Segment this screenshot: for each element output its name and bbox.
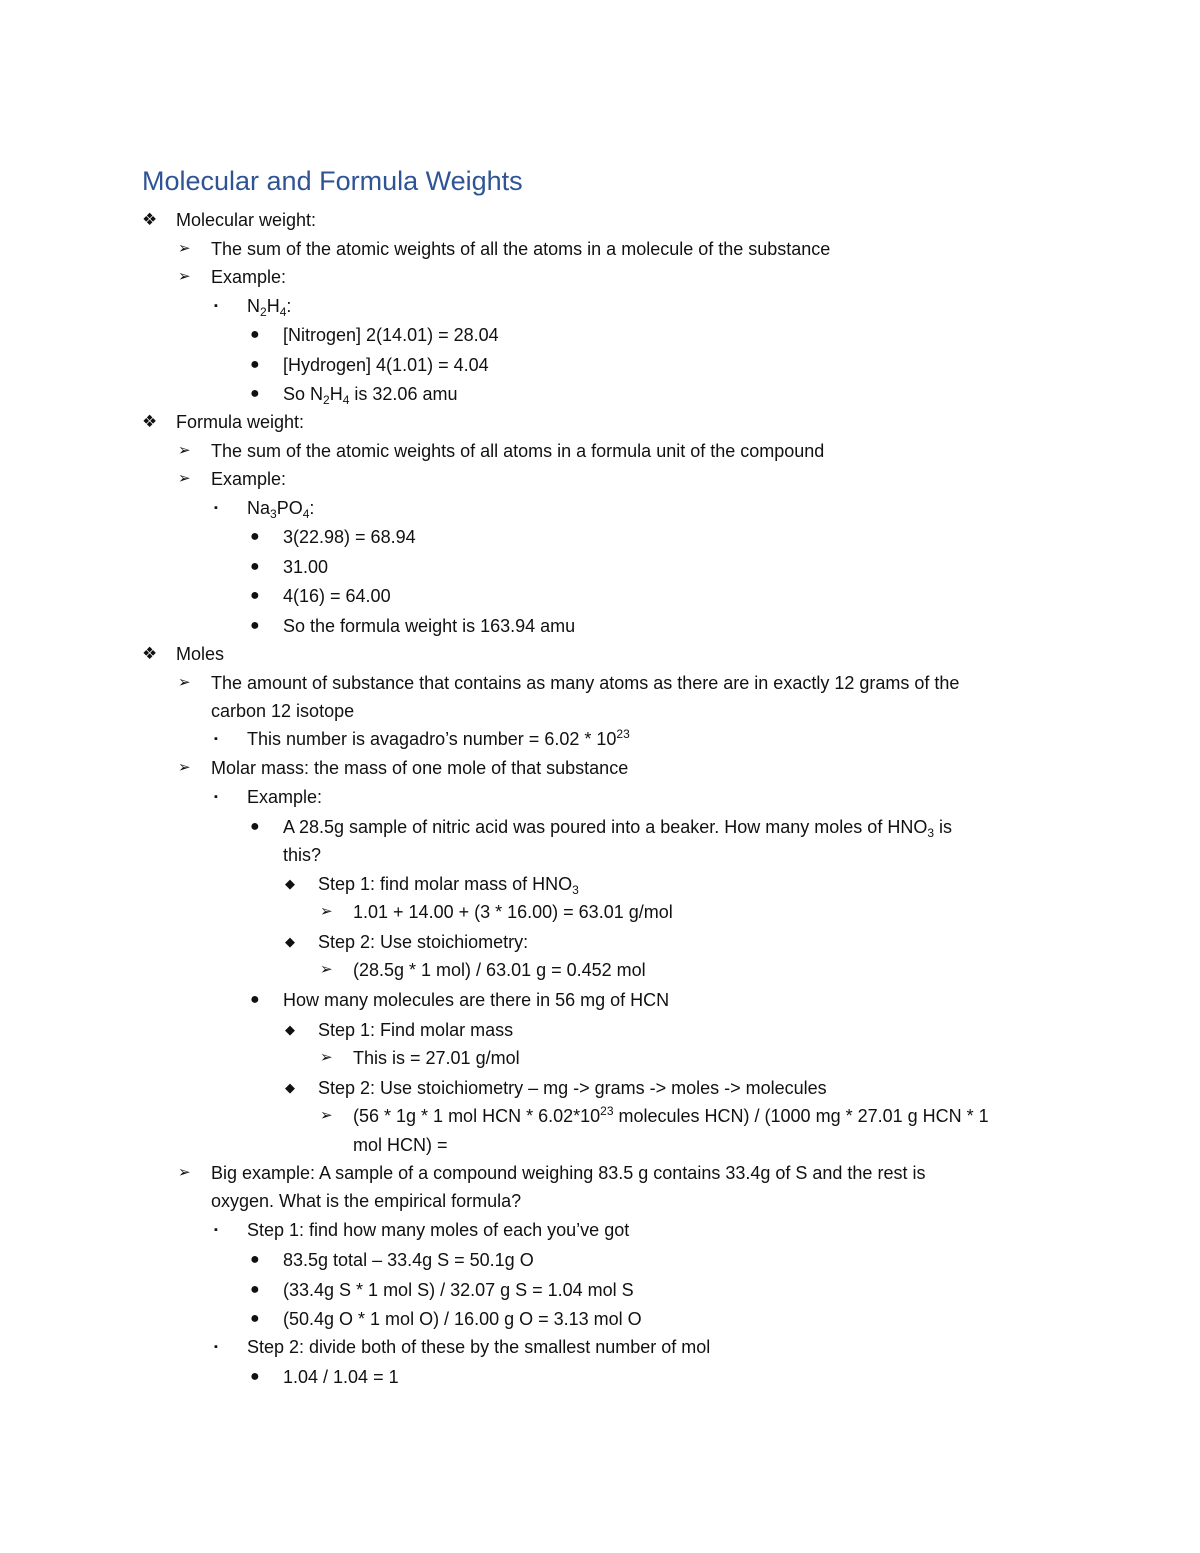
mole-definition-line-1: The amount of substance that contains as many atoms as there are in exactly 12 grams of the <box>211 673 960 693</box>
big-example-line-1: Big example: A sample of a compound weighing 83.5 g contains 33.4g of S and the rest is <box>211 1163 926 1183</box>
round-bullet-icon: ● <box>250 385 260 402</box>
arrow-bullet-icon: ➢ <box>320 903 333 920</box>
phosphorus-calc: 31.00 <box>283 557 329 577</box>
sodium-calc: 3(22.98) = 68.94 <box>283 527 416 547</box>
n2h4-formula: $N_2H_4$: <box>247 296 292 319</box>
diamond-small-bullet-icon: ◆ <box>285 934 295 949</box>
nitric-step-1: Step 1: find molar mass of $HNO_3$ <box>318 874 579 897</box>
big-example-step-1-b: (33.4g S * 1 mol S) / 32.07 g S = 1.04 mol S <box>283 1280 634 1300</box>
nitric-step-1-calc: 1.01 + 14.00 + (3 * 16.00) = 63.01 g/mol <box>353 902 673 922</box>
round-bullet-icon: ● <box>250 1281 260 1298</box>
avogadro-number: This number is avagadro’s number = $6.02 * 10^{23}$ <box>247 727 630 749</box>
arrow-bullet-icon: ➢ <box>178 759 191 776</box>
square-bullet-icon: ▪ <box>214 300 218 312</box>
round-bullet-icon: ● <box>250 818 260 835</box>
formula-weight-total: So the formula weight is 163.94 amu <box>283 616 576 636</box>
molar-mass-example-label: Example: <box>247 787 323 807</box>
square-bullet-icon: ▪ <box>214 791 218 803</box>
hydrogen-calc: [Hydrogen] 4(1.01) = 4.04 <box>283 355 489 375</box>
arrow-bullet-icon: ➢ <box>178 442 191 459</box>
round-bullet-icon: ● <box>250 617 260 634</box>
molecular-weight-example-label: Example: <box>211 267 287 287</box>
nitric-step-2: Step 2: Use stoichiometry: <box>318 932 529 952</box>
arrow-bullet-icon: ➢ <box>320 1049 333 1066</box>
big-example-step-1: Step 1: find how many moles of each you’ve got <box>247 1220 630 1240</box>
diamond-bullet-icon: ❖ <box>142 412 158 431</box>
round-bullet-icon: ● <box>250 587 260 604</box>
round-bullet-icon: ● <box>250 1368 260 1385</box>
molar-mass-definition: Molar mass: the mass of one mole of that substance <box>211 758 629 778</box>
heading-formula-weight: Formula weight: <box>176 412 305 432</box>
diamond-small-bullet-icon: ◆ <box>285 876 295 891</box>
heading-moles: Moles <box>176 644 225 664</box>
square-bullet-icon: ▪ <box>214 502 218 514</box>
heading-molecular-weight: Molecular weight: <box>176 210 317 230</box>
round-bullet-icon: ● <box>250 1251 260 1268</box>
n2h4-total: So $N_2H_4$ is 32.06 amu <box>283 384 458 407</box>
hcn-step-2-calc-line-1: (56 * 1g * 1 mol HCN * $6.02*10^{23}$ molecules HCN) / (1000 mg * 27.01 g HCN * 1 <box>353 1104 989 1126</box>
nitric-acid-question-line-2: this? <box>283 845 322 865</box>
na3po4-formula: $Na_3PO_4$: <box>247 498 315 521</box>
formula-weight-definition: The sum of the atomic weights of all atoms in a formula unit of the compound <box>211 441 825 461</box>
nitric-acid-question-line-1: A 28.5g sample of nitric acid was poured into a beaker. How many moles of $HNO_3$ is <box>283 817 953 840</box>
formula-weight-example-label: Example: <box>211 469 287 489</box>
big-example-step-2-a: 1.04 / 1.04 = 1 <box>283 1367 399 1387</box>
arrow-bullet-icon: ➢ <box>178 240 191 257</box>
hcn-step-1-calc: This is = 27.01 g/mol <box>353 1048 520 1068</box>
square-bullet-icon: ▪ <box>214 733 218 745</box>
nitric-step-2-calc: (28.5g * 1 mol) / 63.01 g = 0.452 mol <box>353 960 646 980</box>
round-bullet-icon: ● <box>250 558 260 575</box>
big-example-step-2: Step 2: divide both of these by the smallest number of mol <box>247 1337 711 1357</box>
hcn-step-2: Step 2: Use stoichiometry – mg -> grams -> moles -> molecules <box>318 1078 827 1098</box>
diamond-bullet-icon: ❖ <box>142 210 158 229</box>
diamond-bullet-icon: ❖ <box>142 644 158 663</box>
diamond-small-bullet-icon: ◆ <box>285 1022 295 1037</box>
oxygen-calc: 4(16) = 64.00 <box>283 586 391 606</box>
arrow-bullet-icon: ➢ <box>320 1107 333 1124</box>
hcn-question: How many molecules are there in 56 mg of HCN <box>283 990 670 1010</box>
arrow-bullet-icon: ➢ <box>178 1164 191 1181</box>
big-example-step-1-c: (50.4g O * 1 mol O) / 16.00 g O = 3.13 mol O <box>283 1309 642 1329</box>
arrow-bullet-icon: ➢ <box>178 674 191 691</box>
round-bullet-icon: ● <box>250 1310 260 1327</box>
page-title: Molecular and Formula Weights <box>142 166 523 196</box>
arrow-bullet-icon: ➢ <box>178 268 191 285</box>
round-bullet-icon: ● <box>250 326 260 343</box>
round-bullet-icon: ● <box>250 356 260 373</box>
square-bullet-icon: ▪ <box>214 1224 218 1236</box>
arrow-bullet-icon: ➢ <box>320 961 333 978</box>
round-bullet-icon: ● <box>250 991 260 1008</box>
nitrogen-calc: [Nitrogen] 2(14.01) = 28.04 <box>283 325 499 345</box>
arrow-bullet-icon: ➢ <box>178 470 191 487</box>
big-example-step-1-a: 83.5g total – 33.4g S = 50.1g O <box>283 1250 534 1270</box>
molecular-weight-definition: The sum of the atomic weights of all the atoms in a molecule of the substance <box>211 239 831 259</box>
round-bullet-icon: ● <box>250 528 260 545</box>
big-example-line-2: oxygen. What is the empirical formula? <box>211 1191 522 1211</box>
square-bullet-icon: ▪ <box>214 1341 218 1353</box>
mole-definition-line-2: carbon 12 isotope <box>211 701 355 721</box>
diamond-small-bullet-icon: ◆ <box>285 1080 295 1095</box>
hcn-step-2-calc-line-2: mol HCN) = <box>353 1135 448 1155</box>
hcn-step-1: Step 1: Find molar mass <box>318 1020 514 1040</box>
